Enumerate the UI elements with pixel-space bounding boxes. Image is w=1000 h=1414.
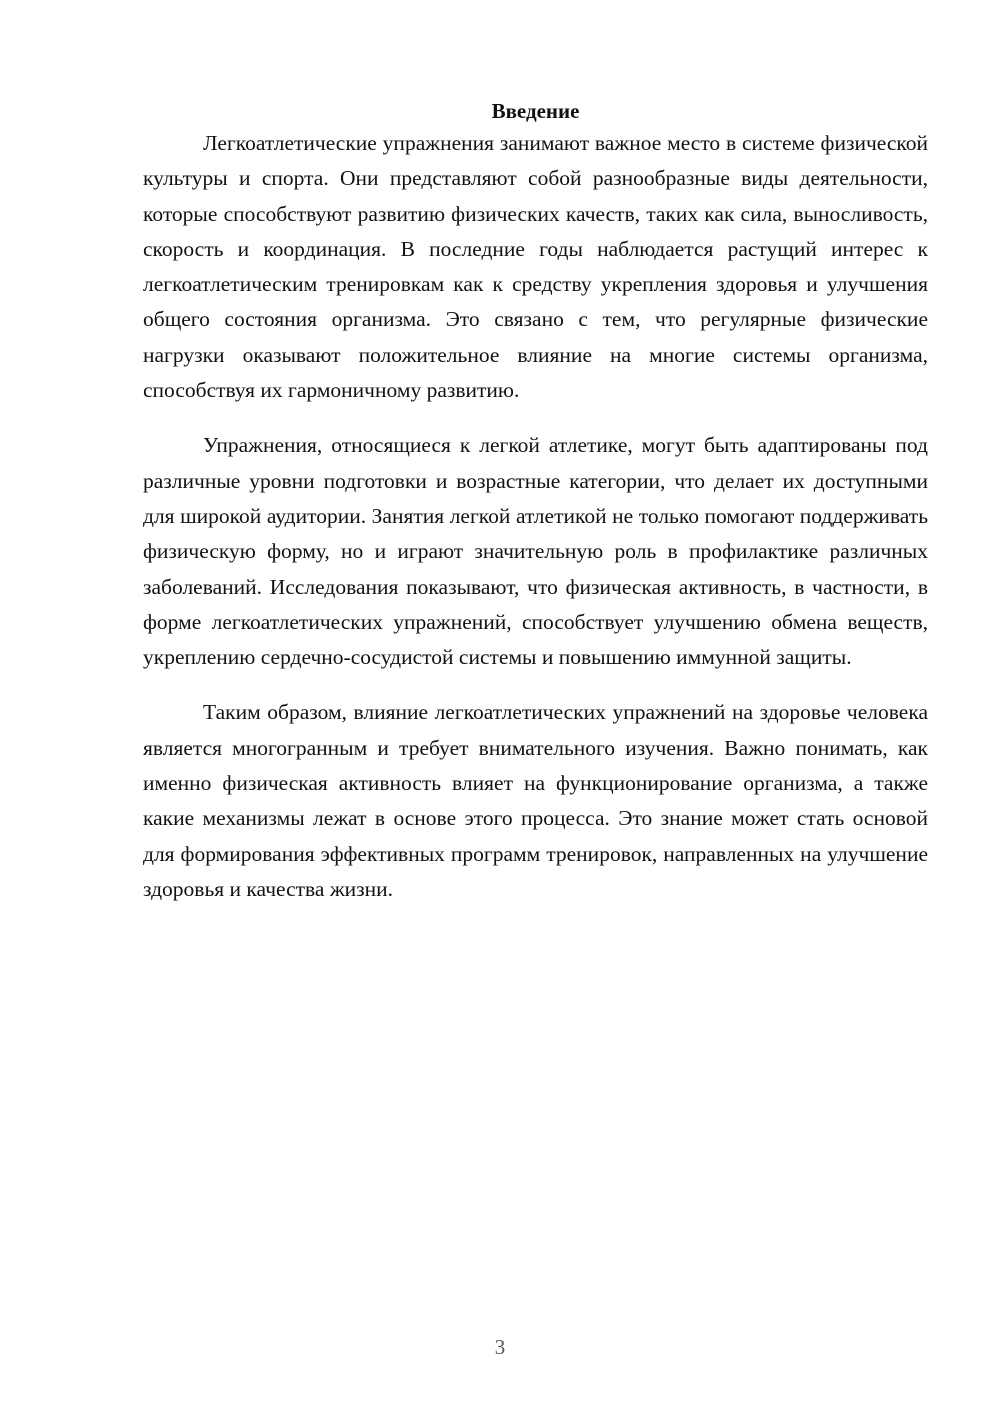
paragraph-3: Таким образом, влияние легкоатлетических упражнений на здоровье человека является многогранным и требует внимательного изучения. Важно понимать, как именно физическая активность влияет на функционирование организма, а также какие механизмы лежат в основе этого процесса. Это знание может стать основой для формирования эффективных программ тренировок, направленных на улучшение здоровья и качества жизни. bbox=[143, 700, 928, 901]
page-content bbox=[143, 96, 928, 907]
paragraph-2: Упражнения, относящиеся к легкой атлетике, могут быть адаптированы под различные уровни подготовки и возрастные категории, что делает их доступными для широкой аудитории. Занятия легкой атлетикой не только помогают поддерживать физическую форму, но и играют значительную роль в профилактике различных заболеваний. Исследования показывают, что физическая активность, в частности, в форме легкоатлетических упражнений, способствует улучшению обмена веществ, укреплению сердечно-сосудистой системы и повышению иммунной защиты. bbox=[143, 433, 928, 670]
page-number: 3 bbox=[494, 1335, 506, 1359]
section-heading: Введение bbox=[491, 99, 580, 123]
paragraph-1: Легкоатлетические упражнения занимают важное место в системе физической культуры и спорта. Они представляют собой разнообразные виды деятельности, которые способствуют развитию физических качеств, таких как сила, выносливость, скорость и координация. В последние годы наблюдается растущий интерес к легкоатлетическим тренировкам как к средству укрепления здоровья и улучшения общего состояния организма. Это связано с тем, что регулярные физические нагрузки оказывают положительное влияние на многие системы организма, способствуя их гармоничному развитию. bbox=[143, 131, 928, 403]
